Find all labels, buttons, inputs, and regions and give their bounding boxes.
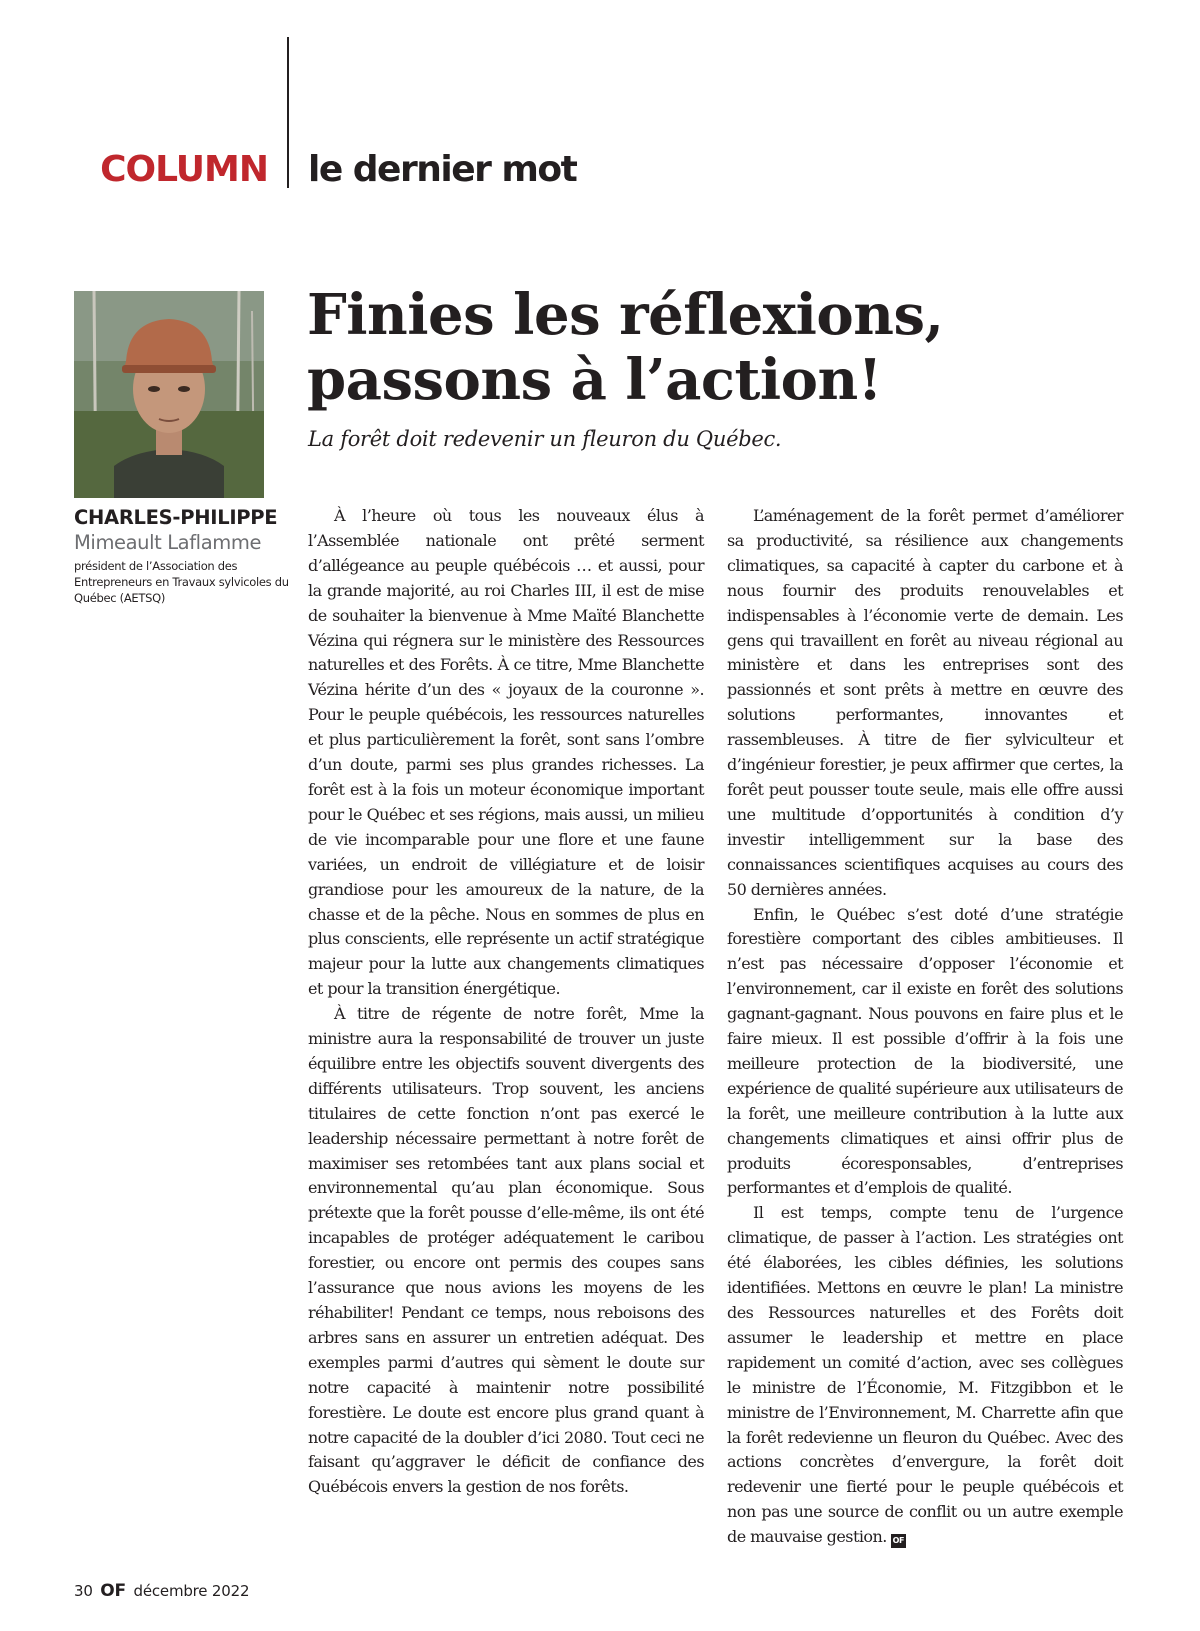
author-name-last: Mimeault Laflamme xyxy=(74,531,262,554)
headline-line-1: Finies les réflexions, xyxy=(307,282,944,348)
article-column-1 xyxy=(308,504,704,1500)
paragraph: À titre de régente de notre forêt, Mme la ministre aura la responsabilité de trouver un juste équilibre entre les objectifs souvent divergents des différents utilisateurs. Trop souvent, les anciens titulaires de cette fonction n’ont pas exercé le leadership nécessaire permettant à notre forêt de maximiser ses retombées tant aux plans social et environnemental qu’au plan économique. Sous prétexte que la forêt pousse d’elle-même, ils ont été incapables de protéger adéquatement le caribou forestier, ou encore ont permis des coupes sans l’assurance que nous avions les moyens de les réhabiliter! Pendant ce temps, nous reboisons des arbres sans en assurer un entretien adéquat. Des exemples parmi d’autres qui sèment le doute sur notre capacité à maintenir notre possibilité forestière. Le doute est encore plus grand quant à notre capacité de la doubler d’ici 2080. Tout ceci ne faisant qu’aggraver le déficit de confiance des Québécois envers la gestion de nos forêts. xyxy=(308,1004,704,1497)
issue-date: décembre 2022 xyxy=(133,1582,250,1600)
author-role: président de l’Association des Entrepreneurs en Travaux sylvicoles du Québec (AETSQ) xyxy=(74,559,289,605)
publication-logo: OF xyxy=(100,1581,126,1601)
headline-line-2: passons à l’action! xyxy=(307,347,882,413)
header-divider-rule xyxy=(287,37,289,188)
section-subtitle: le dernier mot xyxy=(308,149,577,190)
author-portrait-icon xyxy=(74,291,264,498)
paragraph: L’aménagement de la forêt permet d’améliorer sa productivité, sa résilience aux changements climatiques, sa capacité à capter du carbone et à nous fournir des produits renouvelables et indispensables à l’économie verte de demain. Les gens qui travaillent en forêt au niveau régional au ministère et dans les entreprises sont des passionnés et sont prêts à mettre en œuvre des solutions performantes, innovantes et rassembleuses. À titre de fier sylviculteur et d’ingénieur forestier, je peux affirmer que certes, la forêt peut pousser toute seule, mais elle offre aussi une multitude d’opportunités à condition d’y investir intelligemment sur la base des connaissances scientifiques acquises au cours des 50 dernières années. xyxy=(727,506,1123,899)
author-portrait-illustration xyxy=(74,291,264,498)
end-mark-icon: OF xyxy=(891,1534,906,1548)
paragraph: À l’heure où tous les nouveaux élus à l’Assemblée nationale ont prêté serment d’allégeance au peuple québécois … et aussi, pour la grande majorité, au roi Charles III, il est de mise de souhaiter la bienvenue à Mme Maïté Blanchette Vézina qui régnera sur le ministère des Ressources naturelles et des Forêts. À ce titre, Mme Blanchette Vézina hérite d’un des « joyaux de la couronne ». Pour le peuple québécois, les ressources naturelles et plus particulièrement la forêt, sont sans l’ombre d’un doute, parmi ses plus grandes richesses. La forêt est à la fois un moteur économique important pour le Québec et ses régions, mais aussi, un milieu de vie incomparable pour une flore et une faune variées, un endroit de villégiature et de loisir grandiose pour les amoureux de la nature, de la chasse et de la pêche. Nous en sommes de plus en plus conscients, elle représente un actif stratégique majeur pour la lutte aux changements climatiques et pour la transition énergétique. xyxy=(308,506,704,999)
page-number: 30 xyxy=(74,1582,93,1600)
article-headline xyxy=(307,283,1167,413)
article-standfirst: La forêt doit redevenir un fleuron du Québec. xyxy=(308,427,782,451)
article-column-2 xyxy=(727,504,1123,1550)
paragraph-final xyxy=(727,1201,1123,1550)
paragraph-final-text: Il est temps, compte tenu de l’urgence climatique, de passer à l’action. Les stratégies ont été élaborées, les cibles définies, les solutions identifiées. Mettons en œuvre le plan! La ministre des Ressources naturelles et des Forêts doit assumer le leadership et mettre en place rapidement un comité d’action, avec ses collègues le ministre de l’Économie, M. Fitzgibbon et le ministre de l’Environnement, M. Charrette afin que la forêt redevienne un fleuron du Québec. Avec des actions concrètes d’envergure, la forêt doit redevenir une fierté pour le peuple québécois et non pas une source de conflit ou un autre exemple de mauvaise gestion. xyxy=(727,1203,1123,1547)
page-footer xyxy=(74,1583,249,1600)
author-name-first: CHARLES-PHILIPPE xyxy=(74,506,278,529)
section-label: COLUMN xyxy=(100,149,268,190)
paragraph: Enfin, le Québec s’est doté d’une stratégie forestière comportant des cibles ambitieuses. Il n’est pas nécessaire d’opposer l’économie et l’environnement, car il existe en forêt des solutions gagnant-gagnant. Nous pouvons en faire plus et le faire mieux. Il est possible d’offrir à la fois une meilleure protection de la biodiversité, une expérience de qualité supérieure aux utilisateurs de la forêt, une meilleure contribution à la lutte aux changements climatiques et ainsi offrir plus de produits écoresponsables, d’entreprises performantes et d’emplois de qualité. xyxy=(727,904,1123,1198)
